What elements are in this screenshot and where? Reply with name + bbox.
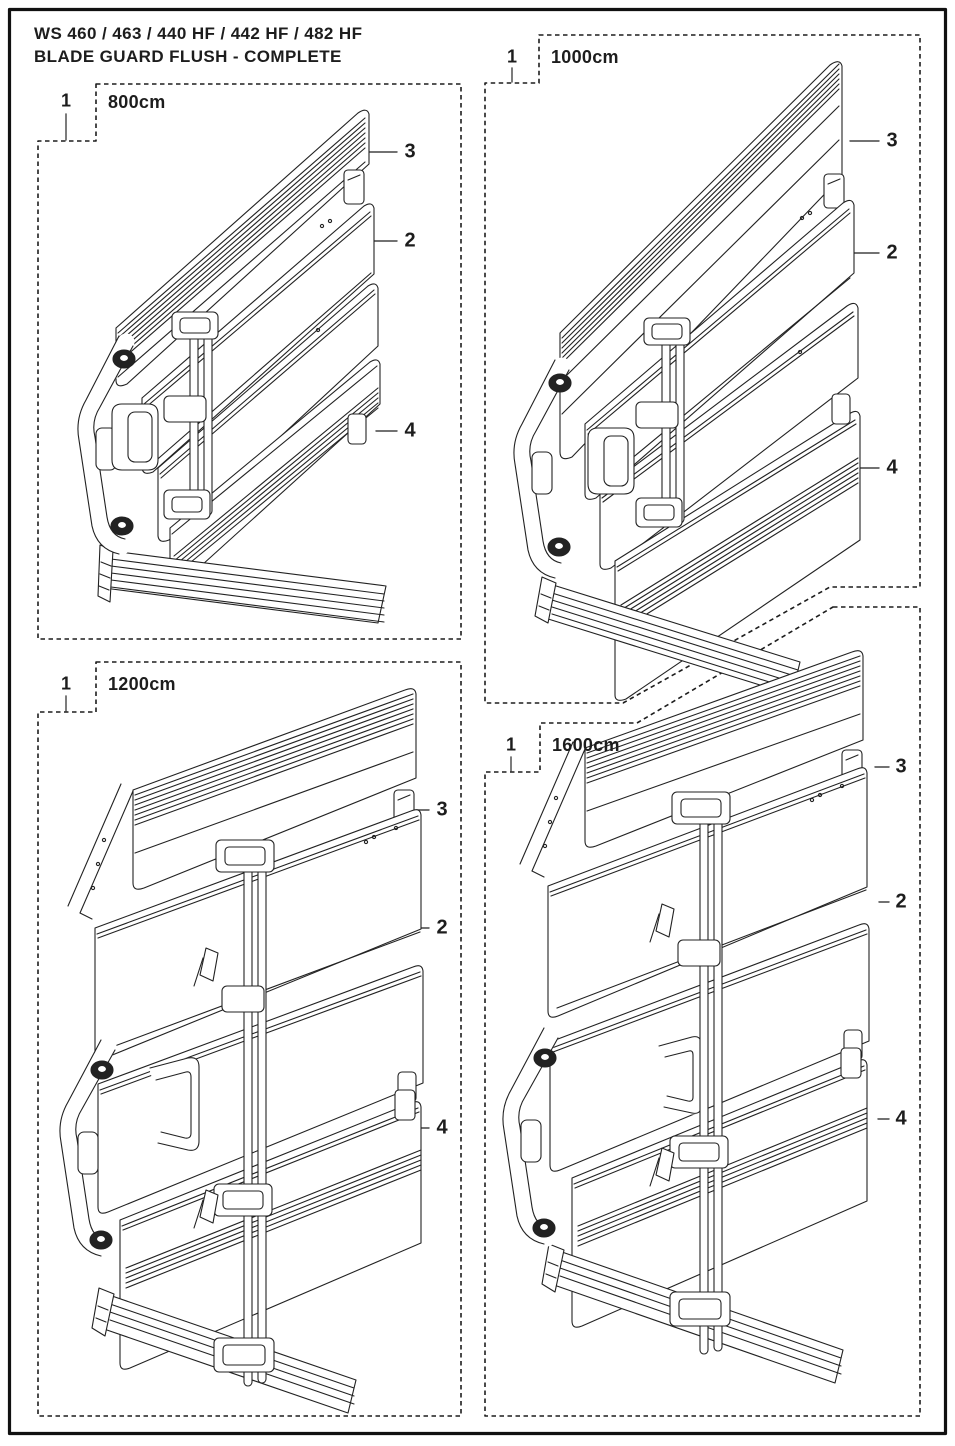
callout-1200cm-4: 4 bbox=[436, 1116, 448, 1139]
guard-bottom-skirt bbox=[98, 545, 386, 623]
doc-title-part: BLADE GUARD FLUSH - COMPLETE bbox=[34, 47, 342, 66]
knob bbox=[533, 1219, 555, 1237]
size-label-1600cm: 1600cm bbox=[552, 735, 620, 755]
knob bbox=[111, 517, 133, 535]
knob bbox=[534, 1049, 556, 1067]
guard-bent-edge bbox=[520, 742, 585, 877]
size-label-1200cm: 1200cm bbox=[108, 674, 176, 694]
size-label-1000cm: 1000cm bbox=[551, 47, 619, 67]
guard-bent-edge bbox=[68, 784, 133, 919]
callout-1200cm-3: 3 bbox=[436, 798, 448, 821]
callout-1000cm-2: 2 bbox=[886, 241, 898, 264]
callout-1200cm-2: 2 bbox=[436, 916, 448, 939]
callout-1600cm-3: 3 bbox=[895, 755, 907, 778]
knob bbox=[90, 1231, 112, 1249]
callout-1600cm-2: 2 bbox=[895, 890, 907, 913]
group-ref-1200cm: 1 bbox=[60, 673, 72, 694]
size-label-800cm: 800cm bbox=[108, 92, 166, 112]
guard-nose-end bbox=[78, 336, 158, 554]
callout-800cm-2: 2 bbox=[404, 229, 416, 252]
knob bbox=[91, 1061, 113, 1079]
knob bbox=[113, 350, 135, 368]
knob bbox=[549, 374, 571, 392]
assembly-drawing-1000cm bbox=[514, 62, 860, 701]
doc-title-models: WS 460 / 463 / 440 HF / 442 HF / 482 HF bbox=[34, 24, 363, 43]
group-ref-1000cm: 1 bbox=[506, 46, 518, 67]
knob bbox=[548, 538, 570, 556]
assembly-drawing-1200cm bbox=[60, 689, 423, 1413]
callout-1600cm-4: 4 bbox=[895, 1107, 907, 1130]
callout-800cm-4: 4 bbox=[404, 419, 416, 442]
callout-1000cm-3: 3 bbox=[886, 129, 898, 152]
callout-1000cm-4: 4 bbox=[886, 456, 898, 479]
assembly-drawing-800cm bbox=[78, 110, 386, 623]
group-ref-800cm: 1 bbox=[60, 90, 72, 111]
assembly-drawing-1600cm bbox=[503, 651, 869, 1383]
group-ref-1600cm: 1 bbox=[505, 734, 517, 755]
callout-800cm-3: 3 bbox=[404, 140, 416, 163]
